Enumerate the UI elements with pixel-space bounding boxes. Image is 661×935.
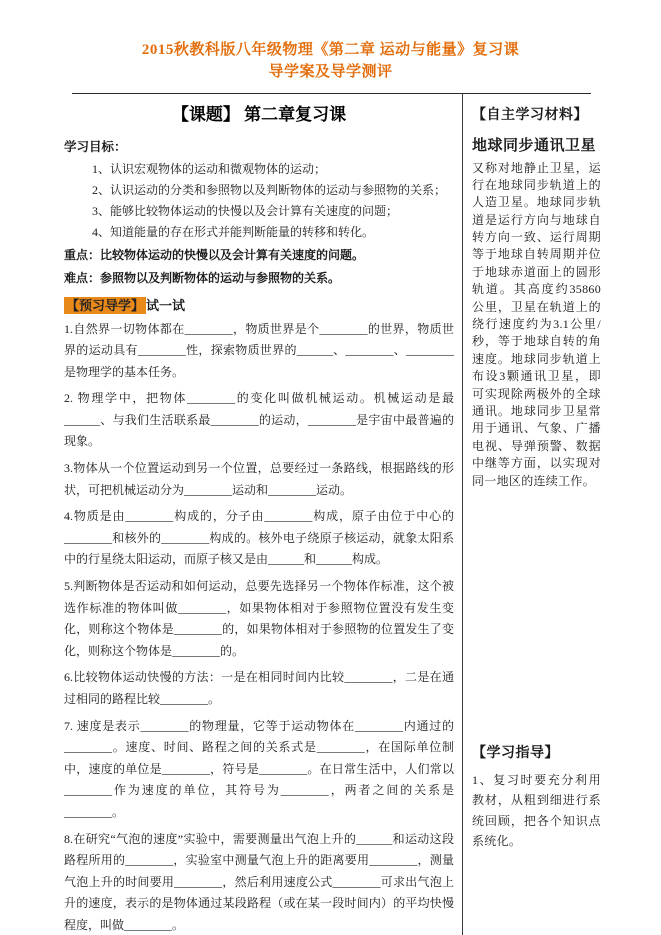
satellite-article-title: 地球同步通讯卫星 [472,137,597,154]
question-3: 3.物体从一个位置运动到另一个位置，总要经过一条路线，根据路线的形状，可把机械运动分为________运动和________运动。 [64,461,454,497]
question-4: 4.物质是由________构成的，分子由________构成，原子由位于中心的________和核外的________构成的。核外电子绕原子核运动，就象太阳系中的行星绕太阳运动，而原子核又是由______和______构成。 [64,509,454,567]
preview-heading-rest: 试一试 [146,297,186,313]
study-guide-heading: 【学习指导】 [472,745,559,761]
document-title [0,0,661,84]
key-point-line [64,245,454,266]
questions-list [64,319,454,935]
study-guide-item: 1、复习时要充分利用教材，从粗到细进行系统回顾，把各个知识点系统化。 [472,772,601,849]
difficulty-label: 难点： [64,270,101,285]
page-content [0,94,661,935]
objective-item: 4、知道能量的存在形式并能判断能量的转移和转化。 [92,224,375,239]
question-1: 1.自然界一切物体都在________，物质世界是个________的世界，物质世界的运动具有________性，探索物质世界的______、________、________是物理学的基本任务。 [64,321,454,379]
document-title-line2: 导学案及导学测评 [268,63,393,80]
objective-item: 3、能够比较物体运动的快慢以及会计算有关速度的问题； [92,203,399,218]
difficulty-text: 参照物以及判断物体的运动与参照物的关系。 [100,270,341,285]
question-2: 2. 物理学中，把物体________的变化叫做机械运动。机械运动是最______、与我们生活联系最________的运动，________是宇宙中最普遍的现象。 [64,391,454,449]
key-point-text: 比较物体运动的快慢以及会计算有关速度的问题。 [100,247,365,262]
objectives-list [64,159,454,243]
self-study-materials-heading: 【自主学习材料】 [472,107,588,123]
difficulty-line [64,268,454,289]
question-7: 7. 速度是表示________的物理量，它等于运动物体在________内通过的________。速度、时间、路程之间的关系式是________，在国际单位制中，速度的单位是________，符号是________。在日常生活中，人们常以________作为速度的单位，其符号为________，两者之间的关系是________。 [64,718,454,819]
objectives-heading: 学习目标： [64,139,127,154]
key-point-label: 重点： [64,247,101,262]
lesson-title: 【课题】 第二章复习课 [171,104,347,124]
objective-item: 2、认识运动的分类和参照物以及判断物体的运动与参照物的关系； [92,182,447,197]
question-6: 6.比较物体运动快慢的方法：一是在相同时间内比较________，二是在通过相同的路程比较________。 [64,670,454,706]
preview-section-heading [64,295,454,314]
preview-heading-highlight: 【预习导学】 [66,297,145,313]
objective-item: 1、认识宏观物体的运动和微观物体的运动； [92,161,327,176]
sidebar-column [463,94,601,935]
question-8: 8.在研究“气泡的速度”实验中，需要测量出气泡上升的______和运动这段路程所用的________，实验室中测量气泡上升的距离要用________，测量气泡上升的时间要用________，然后利用速度公式________可求出气泡上升的速度，表示的是物体通过某段路程（或在某一段时间内）的平均快慢程度，叫做________。 [64,831,454,932]
document-title-line1: 2015秋教科版八年级物理《第二章 运动与能量》复习课 [141,42,520,58]
main-column [64,94,462,935]
question-5: 5.判断物体是否运动和如何运动，总要先选择另一个物体作标准，这个被选作标准的物体叫做________，如果物体相对于参照物位置没有发生变化，则称这个物体是________的，如果物体相对于参照物的位置发生了变化，则称这个物体是________的。 [64,579,454,658]
satellite-article-body: 又称对地静止卫星，运行在地球同步轨道上的人造卫星。地球同步轨道是运行方向与地球自转方向一致、运行周期等于地球自转周期并位于地球赤道面上的圆形轨道。其高度约35860公里，卫星在轨道上的绕行速度约为3.1公里/秒，等于地球自转的角速度。地球同步轨道上布设3颗通讯卫星，即可实现除两极外的全球通讯。地球同步卫星常用于通讯、气象、广播电视、导弹预警、数据中继等方面，以实现对同一地区的连续工作。 [472,160,601,488]
